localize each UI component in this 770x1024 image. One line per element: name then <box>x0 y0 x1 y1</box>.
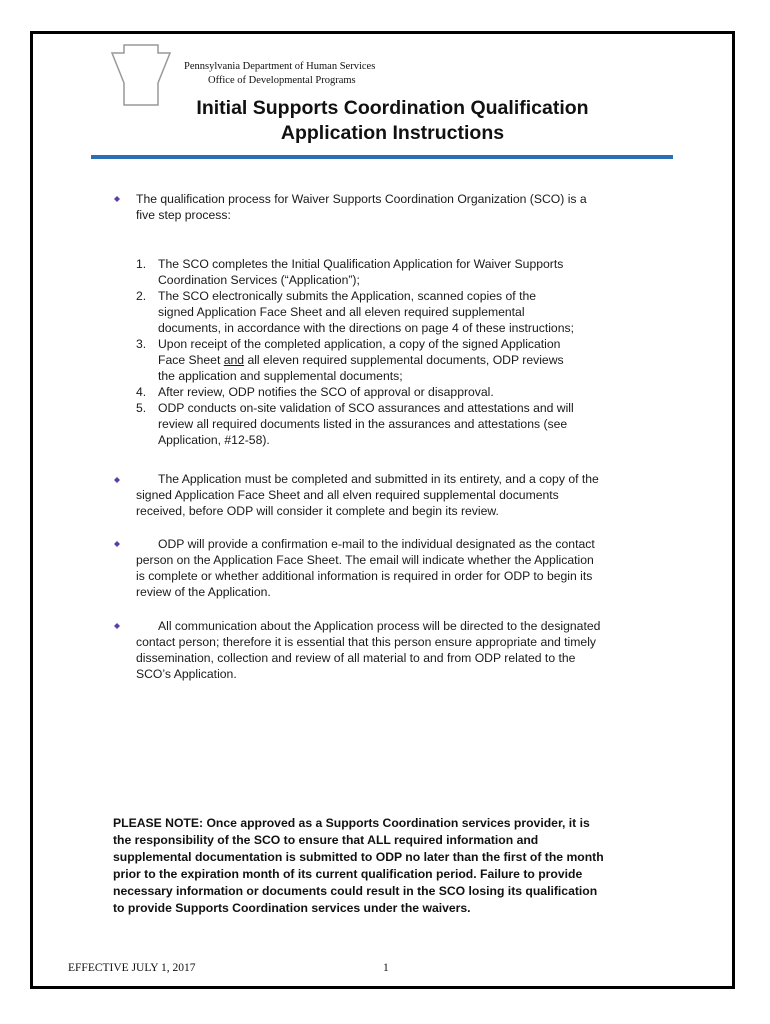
paragraph-line: contact person; therefore it is essential that this person ensure appropriate and timely <box>136 635 596 649</box>
bullet-icon <box>114 541 120 547</box>
paragraph-line: signed Application Face Sheet and all elven required supplemental documents <box>136 488 559 502</box>
note-line: the responsibility of the SCO to ensure that ALL required information and <box>113 833 539 847</box>
please-note <box>113 815 678 917</box>
bullet-paragraph <box>136 618 681 682</box>
step-text: Upon receipt of the completed application, a copy of the signed Application <box>158 337 561 351</box>
note-line: to provide Supports Coordination services under the waivers. <box>113 901 471 915</box>
step-text: signed Application Face Sheet and all eleven required supplemental <box>158 305 525 319</box>
step-text-part: Face Sheet <box>158 353 224 367</box>
step-text-part: all eleven required supplemental documents, ODP reviews <box>244 353 564 367</box>
intro-line-1: The qualification process for Waiver Supports Coordination Organization (SCO) is a <box>136 192 587 206</box>
step-text: The SCO completes the Initial Qualification Application for Waiver Supports <box>158 257 564 271</box>
underlined-word: and <box>223 353 245 367</box>
intro-line-2: five step process: <box>136 208 231 222</box>
list-item <box>136 256 656 288</box>
list-item <box>136 400 656 448</box>
agency-name <box>184 60 375 88</box>
paragraph-line: The Application must be completed and submitted in its entirety, and a copy of the <box>158 472 599 486</box>
list-item <box>136 384 656 400</box>
step-text: documents, in accordance with the directions on page 4 of these instructions; <box>158 321 574 335</box>
paragraph-line: dissemination, collection and review of all material to and from ODP related to the <box>136 651 576 665</box>
step-text: review all required documents listed in the assurances and attestations (see <box>158 417 568 431</box>
paragraph-line: person on the Application Face Sheet. The email will indicate whether the Application <box>136 553 594 567</box>
title-line-1: Initial Supports Coordination Qualification <box>196 97 589 119</box>
steps-list <box>136 256 656 448</box>
page-number: 1 <box>383 962 389 974</box>
list-item <box>136 288 656 336</box>
step-number: 5. <box>136 401 147 415</box>
step-text <box>158 352 656 368</box>
paragraph-line: is complete or whether additional information is required in order for ODP to begin its <box>136 569 593 583</box>
title-divider <box>91 155 673 159</box>
bullet-paragraph <box>136 536 681 600</box>
bullet-icon <box>114 623 120 629</box>
effective-date: EFFECTIVE JULY 1, 2017 <box>68 962 196 974</box>
step-number: 4. <box>136 385 147 399</box>
note-line: prior to the expiration month of its current qualification period. Failure to provide <box>113 867 583 881</box>
page-title <box>90 96 695 146</box>
title-line-2: Application Instructions <box>280 122 505 144</box>
list-item <box>136 336 656 384</box>
step-text: After review, ODP notifies the SCO of approval or disapproval. <box>158 385 494 399</box>
note-line: necessary information or documents could result in the SCO losing its qualification <box>113 884 598 898</box>
intro-paragraph <box>136 191 676 223</box>
agency-line-2: Office of Developmental Programs <box>208 75 356 86</box>
paragraph-line: SCO’s Application. <box>136 667 237 681</box>
step-text: Coordination Services (“Application”); <box>158 273 360 287</box>
step-text: The SCO electronically submits the Application, scanned copies of the <box>158 289 537 303</box>
bullet-icon <box>114 196 120 202</box>
step-number: 2. <box>136 289 147 303</box>
paragraph-line: ODP will provide a confirmation e-mail to the individual designated as the contact <box>158 537 595 551</box>
bullet-paragraph <box>136 471 681 519</box>
paragraph-line: received, before ODP will consider it complete and begin its review. <box>136 504 499 518</box>
note-line: supplemental documentation is submitted to ODP no later than the first of the month <box>113 850 604 864</box>
step-text: ODP conducts on-site validation of SCO assurances and attestations and will <box>158 401 574 415</box>
bullet-icon <box>114 477 120 483</box>
paragraph-line: All communication about the Application process will be directed to the designated <box>158 619 601 633</box>
step-text: the application and supplemental documents; <box>158 369 403 383</box>
agency-line-1: Pennsylvania Department of Human Services <box>184 61 376 72</box>
step-number: 1. <box>136 257 147 271</box>
paragraph-line: review of the Application. <box>136 585 271 599</box>
note-line: PLEASE NOTE: Once approved as a Supports Coordination services provider, it is <box>113 816 590 830</box>
step-number: 3. <box>136 337 147 351</box>
step-text: Application, #12-58). <box>158 433 270 447</box>
